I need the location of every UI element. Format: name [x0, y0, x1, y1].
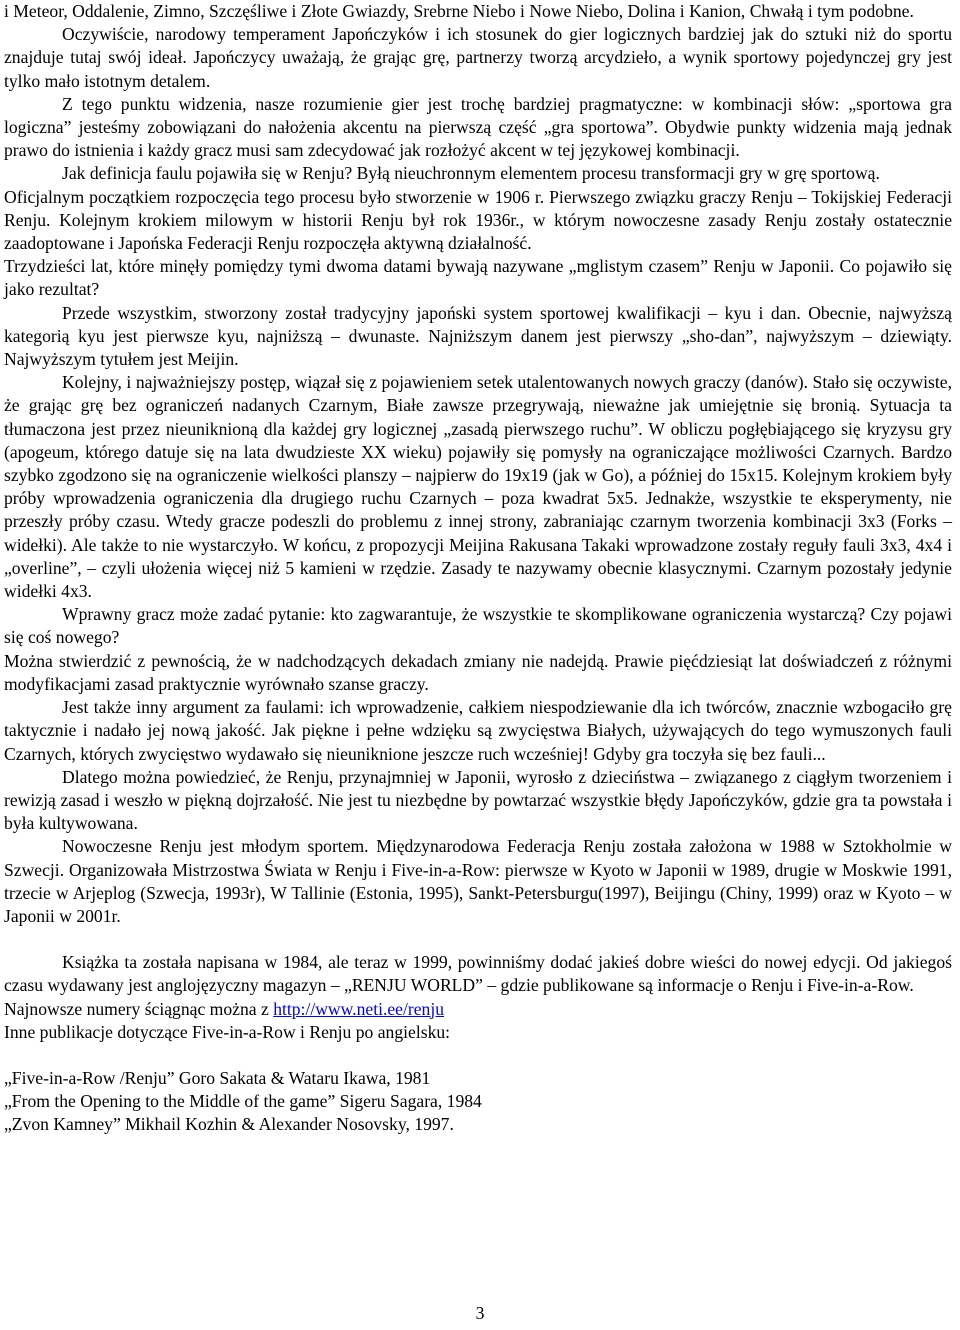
paragraph: Jest także inny argument za faulami: ich wprowadzenie, całkiem niespodziewanie dla ich twórców, znacznie wzbogaciło grę taktycznie i nadało jej nową jakość. Jak piękne i pełne wdzięku są zwycięstwa Białych, używających do tego wymuszonych fauli Czarnych, których zwycięstwo wydawało się nieuniknione jeszcze ruch wcześniej! Gdyby gra toczyła się bez fauli... — [4, 697, 952, 764]
paragraph: i Meteor, Oddalenie, Zimno, Szczęśliwe i Złote Gwiazdy, Srebrne Niebo i Nowe Niebo, Dolina i Kanion, Chwałą i tym podobne. — [4, 1, 914, 21]
blank-line — [4, 928, 952, 951]
publication-item: „Five-in-a-Row /Renju” Goro Sakata & Wataru Ikawa, 1981 — [4, 1067, 431, 1088]
renju-world-link[interactable]: http://www.neti.ee/renju — [273, 998, 445, 1019]
paragraph: Jak definicja faulu pojawiła się w Renju? Byłą nieuchronnym elementem procesu transformacji gry w grę sportową. — [62, 163, 880, 184]
download-line — [4, 998, 952, 1021]
paragraph: Dlatego można powiedzieć, że Renju, przynajmniej w Japonii, wyrosło z dzieciństwa – związanego z ciągłym tworzeniem i rewizją zasad i weszło w piękną dojrzałość. Nie jest tu niezbędne by powtarzać wszystkie błędy Japończyków, gdzie gra ta powstała i była kultywowana. — [4, 766, 952, 834]
publication-item: „Zvon Kamney” Mikhail Kozhin & Alexander Nosovsky, 1997. — [4, 1114, 454, 1135]
paragraph: Kolejny, i najważniejszy postęp, wiązał się z pojawieniem setek utalentowanych nowych graczy (danów). Stało się oczywiste, że grając grę bez ograniczeń nadanych Czarnym, Białe zawsze przegrywają, nieważne jak umiejętnie się bronią. Sytuacja ta tłumaczona jest przez nieuniknioną dla każdej gry logicznej „zasadą pierwszego ruchu”. W obliczu pogłębiającego się kryzysu gry (apogeum, którego datuje się na lata dwudzieste XX wieku) pojawiły się pomysły na ograniczające możliwości Czarnych. Bardzo szybko zgodzono się na ograniczenie wielkości planszy – najpierw do 19x19 (jak w Go), a później do 15x15. Kolejnym krokiem były próby wprowadzenia ograniczenia dla drugiego ruchu Czarnych – poza kwadrat 5x5. Jednakże, wszystkie te eksperymenty, nie przeszły próby czasu. Wtedy gracze podeszli do problemu z innej strony, zabraniając czarnym tworzenia kombinacji 3x3 (Forks –widełki). Ale także to nie wystarczyło. W końcu, z propozycji Meijina Rakusana Takaki wprowadzone zostały reguły fauli 3x3, 4x4 i „overline”, – czyli ułożenia więcej niż 5 kamieni w rzędzie. Zasady te nazywamy obecnie klasycznymi. Czarnym pozostały jedynie widełki 4x3. — [4, 372, 952, 602]
publications-intro: Inne publikacje dotyczące Five-in-a-Row i Renju po angielsku: — [4, 1021, 451, 1042]
paragraph: Oczywiście, narodowy temperament Japończyków i ich stosunek do gier logicznych bardziej jak do sztuki niż do sportu znajduje tutaj swój ideał. Japończycy uważają, że grając grę, partnerzy tworzą arcydzieło, a wynik sportowy pojedynczej gry jest tylko mało istotnym detalem. — [4, 24, 952, 91]
paragraph: Z tego punktu widzenia, nasze rozumienie gier jest trochę bardziej pragmatyczne: w kombinacji słów: „sportowa gra logiczna” jesteśmy zobowiązani do nałożenia akcentu na pierwszą część „gra sportowa”. Obydwie punkty widzenia mają jednak prawo do istnienia i każdy gracz musi sam zdecydować jak rozłożyć akcent w tej językowej kombinacji. — [4, 93, 952, 161]
paragraph: Wprawny gracz może zadać pytanie: kto zagwarantuje, że wszystkie te skomplikowane ograniczenia wystarczą? Czy pojawi się coś nowego? — [4, 604, 952, 648]
paragraph: Można stwierdzić z pewnością, że w nadchodzących dekadach zmiany nie nadejdą. Prawie pięćdziesiąt lat doświadczeń z różnymi modyfikacjami zasad praktycznie wyrównało szanse graczy. — [4, 650, 952, 694]
page-number: 3 — [475, 1303, 485, 1323]
paragraph: Przede wszystkim, stworzony został tradycyjny japoński system sportowej kwalifikacji – kyu i dan. Obecnie, najwyższą kategorią kyu jest pierwsze kyu, najniższą – dwunaste. Najniższym danem jest pierwszy „sho-dan”, najwyższym – dziewiąty. Najwyższym tytułem jest Meijin. — [4, 302, 952, 370]
blank-line — [4, 1044, 952, 1067]
document-page — [4, 0, 952, 1137]
paragraph: Nowoczesne Renju jest młodym sportem. Międzynarodowa Federacja Renju została założona w 1988 w Sztokholmie w Szwecji. Organizowała Mistrzostwa Świata w Renju i Five-in-a-Row: pierwsze w Kyoto w Japonii w 1989, drugie w Moskwie 1991, trzecie w Arjeplog (Szwecja, 1993r), W Tallinie (Estonia, 1995), Sankt-Petersburgu(1997), Beijingu (Chiny, 1999) oraz w Kyoto – w Japonii w 2001r. — [4, 836, 952, 926]
paragraph: Książka ta została napisana w 1984, ale teraz w 1999, powinniśmy dodać jakieś dobre wieści do nowej edycji. Od jakiegoś czasu wydawany jest anglojęzyczny magazyn – „RENJU WORLD” – gdzie publikowane są informacje o Renju i Five-in-a-Row. — [4, 952, 952, 996]
publication-item: „From the Opening to the Middle of the game” Sigeru Sagara, 1984 — [4, 1091, 482, 1112]
download-line-prefix: Najnowsze numery ściągnąc można z — [4, 998, 274, 1019]
paragraph: Oficjalnym początkiem rozpoczęcia tego procesu było stworzenie w 1906 r. Pierwszego związku graczy Renju – Tokijskiej Federacji Renju. Kolejnym krokiem milowym w historii Renju był rok 1936r., w którym nowoczesne zasady Renju zostały ostatecznie zaadoptowane i Japońska Federacji Renju rozpoczęła aktywną działalność. — [4, 186, 952, 254]
paragraph: Trzydzieści lat, które minęły pomiędzy tymi dwoma datami bywają nazywane „mglistym czasem” Renju w Japonii. Co pojawiło się jako rezultat? — [4, 256, 952, 300]
